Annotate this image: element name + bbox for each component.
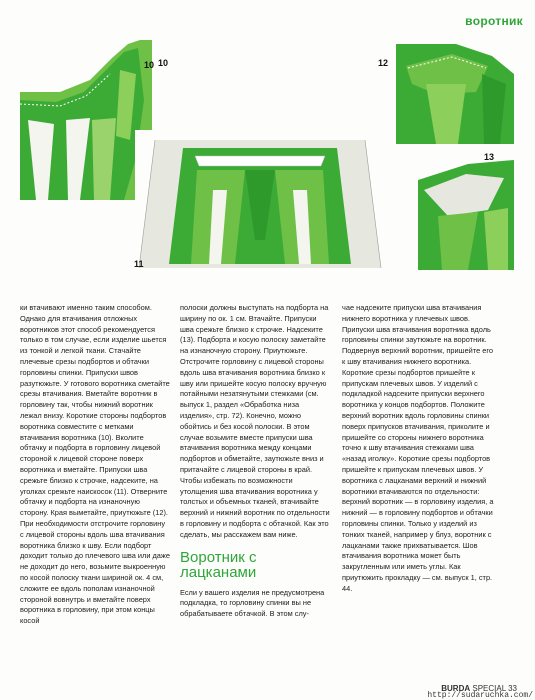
figure-13-illustration	[418, 160, 514, 270]
text-column-2	[180, 303, 330, 620]
figure-13	[418, 160, 514, 270]
figure-12-label: 12	[378, 58, 389, 68]
section-tag: воротник	[465, 14, 523, 28]
figure-10-label: 10	[158, 58, 169, 68]
figure-12	[396, 44, 514, 144]
column-2-text-b: Если у вашего изделия не предусмотрена подкладка, то горловину спинки вы не обрабатываете обтачкой. В этом слу-	[180, 587, 325, 619]
column-3-text: чае надсеките припуски шва втачивания нижнего воротника у плечевых швов. Припуски шва втачивания воротника вдоль горловины спинки заутюжьте на воротник. Подвернув верхний воротник, пришейте его к шву втачивания нижнего воротника. Короткие срезы подбортов пришейте к припускам плечевых швов. У изделий с подкладкой надсеките припуски верхнего воротника у концов подбортов. Положите верхний воротник вдоль горловины спинки поверх припусков втачивания, приколите и пришейте со стороны нижнего воротника точно к шву втачивания стежками шва «назад иголку». Короткие срезы подбортов пришейте к припускам плечевых швов. У воротника с лацканами верхний и нижний воротники втачиваются по отдельности: верхний воротник — в горловину изделия, а нижний — в горловину подбортов и обтачки горловины спинки. Только у изделий из тонких тканей, например у блуз, воротник с лацканами также прихватывается. Шов втачивания воротника может быть закругленным или иметь углы. Как приутюжить прокладку — см. выпуск 1, стр. 44.	[342, 303, 494, 593]
figure-10-number: 10	[143, 60, 154, 70]
figure-11-illustration	[135, 130, 385, 270]
figure-10	[20, 40, 152, 200]
footer-brand: BURDA	[441, 684, 471, 693]
figure-11-label: 11	[134, 259, 144, 269]
figure-10-illustration	[20, 40, 152, 200]
page-number: 33	[508, 684, 517, 693]
figure-12-illustration	[396, 44, 514, 144]
column-2-text-a: полоски должны выступать на подборта на ширину по ок. 1 см. Втачайте. Припуски шва срежьте близко к строчке. Надсеките (13). Подборта и косую полоску заметайте на изнаночную сторону. Приутюжьте. Отстрочите горловину с лицевой стороны вдоль шва втачивания воротника близко к шву или пришейте косую полоску вручную потайными незатянутыми стежками (см. выпуск 1, раздел «Обработка низа изделия», стр. 72). Конечно, можно обойтись и без косой полоски. В этом случае возьмите вместе припуски шва втачивания воротника между концами подбортов и обметайте, заутюжьте вниз и притачайте с лицевой стороны в край. Чтобы избежать по возможности утолщения шва втачивания воротника у толстых и объемных тканей, втачивайте верхний и нижний воротник по отдельности в горловину и подборта с обтачкой. Как это сделать, мы расскажем вам ниже.	[180, 303, 330, 539]
text-column-3	[342, 303, 494, 595]
column-1-text: ки втачивают именно таким способом. Однако для втачивания отложных воротников этот способ рекомендуется только в том случае, если изделие шьется из тонкой и легкой ткани. Стачайте плечевые срезы подбортов и обтачки горловины спинки. Припуски швов разутюжьте. У готового воротника сметайте срезы втачивания. Вметайте воротник в горловину так, чтобы нижний воротник лежал внизу. Короткие стороны подбортов воротника совместите с метками втачивания воротника (10). Вколите обтачку и подборта в горловину лицевой стороной к лицевой стороне поверх воротника и вметайте. Припуски шва срежьте близко к строчке, надсеките, на уголках срежьте наискосок (11). Отверните обтачку и подборта на изнаночную сторону. Края выметайте, приутюжьте (12). При необходимости отстрочите горловину с лицевой стороны вдоль шва втачивания воротника близко к шву. Если подборт доходит только до плечевого шва или даже не доходит до него, возьмите выкроенную по косой полоску ткани шириной ок. 4 см, сложите ее вдоль пополам изнаночной стороной вовнутрь и вметайте поверх воротника в горловину, при этом концы косой	[20, 303, 170, 626]
section-heading: Воротник с лацканами	[180, 548, 257, 581]
figure-11	[135, 130, 385, 270]
figure-13-label: 13	[484, 152, 495, 162]
watermark-url: http://sudaruchka.com/	[427, 691, 533, 700]
text-column-1	[20, 303, 170, 627]
footer-special: SPECIAL	[472, 684, 506, 693]
